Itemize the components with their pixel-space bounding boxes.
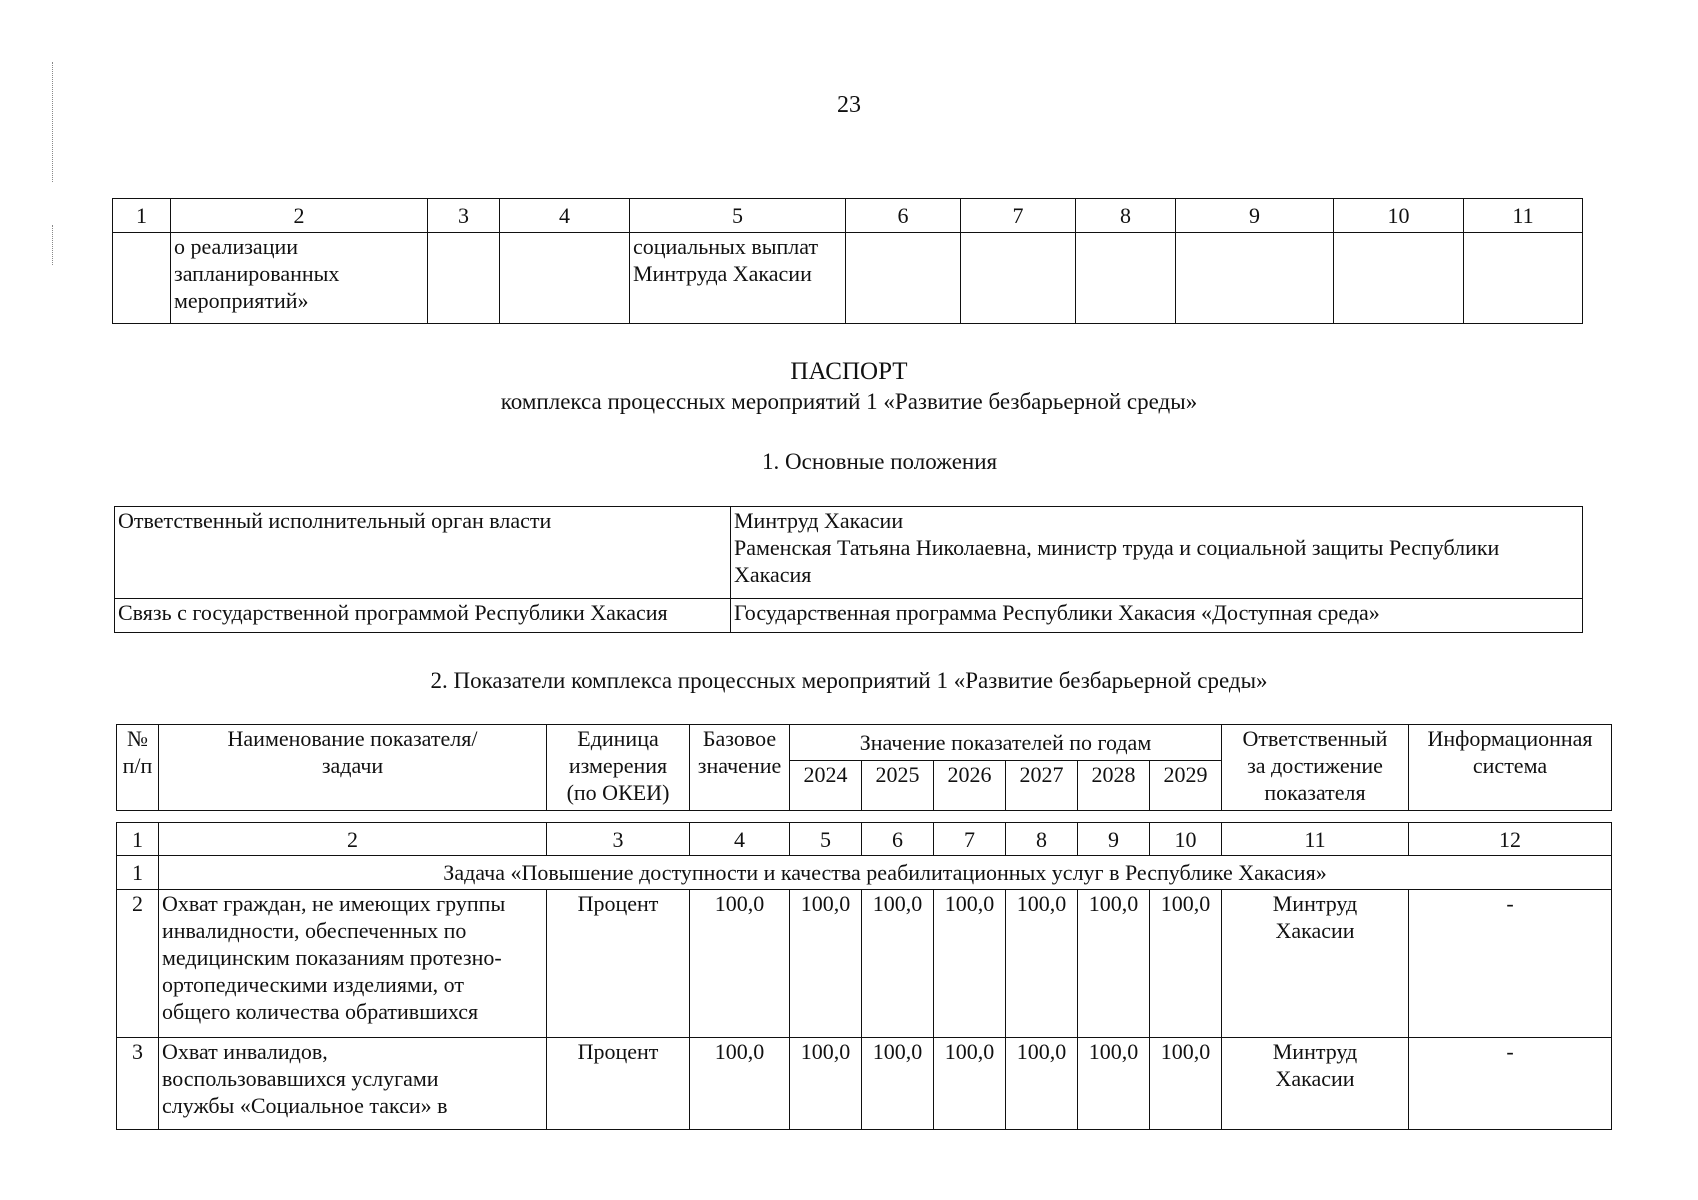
indicator-system: - (1409, 1038, 1612, 1130)
indicator-name: Охват инвалидов, воспользовавшихся услугами службы «Социальное такси» в (159, 1038, 547, 1130)
header-year: 2027 (1006, 761, 1078, 811)
task-row (117, 856, 1612, 890)
provisions-value: Государственная программа Республики Хакасия «Доступная среда» (731, 599, 1583, 633)
col-number: 6 (846, 199, 961, 233)
indicators-header-row (117, 725, 1612, 761)
col-number: 1 (117, 823, 159, 856)
indicator-value: 100,0 (1006, 890, 1078, 1038)
indicator-unit: Процент (547, 1038, 690, 1130)
indicator-value: 100,0 (862, 890, 934, 1038)
col-number: 11 (1464, 199, 1583, 233)
col-number: 10 (1334, 199, 1464, 233)
passport-subtitle: комплекса процессных мероприятий 1 «Развитие безбарьерной среды» (500, 389, 1198, 414)
indicator-value: 100,0 (790, 1038, 862, 1130)
col-number: 4 (690, 823, 790, 856)
col-number: 3 (547, 823, 690, 856)
header-year: 2028 (1078, 761, 1150, 811)
col-number: 12 (1409, 823, 1612, 856)
header-year: 2025 (862, 761, 934, 811)
indicator-value: 100,0 (1078, 1038, 1150, 1130)
col-number: 4 (500, 199, 630, 233)
task-num: 1 (117, 856, 159, 890)
provisions-row (115, 507, 1583, 599)
col-number: 7 (961, 199, 1076, 233)
col-number: 8 (1076, 199, 1176, 233)
header-responsible: Ответственный за достижение показателя (1222, 725, 1409, 811)
indicator-value: 100,0 (1150, 1038, 1222, 1130)
continuation-table (112, 198, 1583, 324)
indicator-responsible: Минтруд Хакасии (1222, 890, 1409, 1038)
row-num: 3 (117, 1038, 159, 1130)
header-years-group: Значение показателей по годам (790, 725, 1222, 761)
header-year: 2029 (1150, 761, 1222, 811)
column-number-row (117, 823, 1612, 856)
col-number: 10 (1150, 823, 1222, 856)
indicator-value: 100,0 (1078, 890, 1150, 1038)
provisions-label: Ответственный исполнительный орган власти (115, 507, 731, 599)
col-number: 1 (113, 199, 171, 233)
col-number: 8 (1006, 823, 1078, 856)
header-num: № п/п (117, 725, 159, 811)
indicator-value: 100,0 (790, 890, 862, 1038)
col-number: 2 (171, 199, 428, 233)
provisions-value: Минтруд Хакасии Раменская Татьяна Николаевна, министр труда и социальной защиты Республики Хакасия (731, 507, 1583, 599)
continuation-row (113, 233, 1583, 324)
header-base: Базовое значение (690, 725, 790, 811)
section1-heading: 1. Основные положения (762, 449, 998, 474)
provisions-row (115, 599, 1583, 633)
header-system: Информационная система (1409, 725, 1612, 811)
indicator-name: Охват граждан, не имеющих группы инвалидности, обеспеченных по медицинским показаниям протезно- ортопедическими изделиями, от общего количества обратившихся (159, 890, 547, 1038)
col-number: 2 (159, 823, 547, 856)
indicators-header-table (116, 724, 1612, 811)
continuation-cell-source: социальных выплат Минтруда Хакасии (630, 233, 846, 324)
header-unit: Единица измерения (по ОКЕИ) (547, 725, 690, 811)
col-number: 3 (428, 199, 500, 233)
header-year: 2024 (790, 761, 862, 811)
indicator-value: 100,0 (934, 890, 1006, 1038)
task-text: Задача «Повышение доступности и качества реабилитационных услуг в Республике Хакасия» (159, 856, 1612, 890)
indicator-system: - (1409, 890, 1612, 1038)
indicators-body-table (116, 822, 1612, 1130)
scan-artifact (52, 62, 53, 182)
provisions-label: Связь с государственной программой Республики Хакасия (115, 599, 731, 633)
col-number: 9 (1176, 199, 1334, 233)
header-name: Наименование показателя/ задачи (159, 725, 547, 811)
section2-heading: 2. Показатели комплекса процессных мероприятий 1 «Развитие безбарьерной среды» (430, 668, 1268, 693)
continuation-cell-name: о реализации запланированных мероприятий» (171, 233, 428, 324)
indicator-row (117, 1038, 1612, 1130)
indicator-value: 100,0 (934, 1038, 1006, 1130)
indicator-value: 100,0 (1006, 1038, 1078, 1130)
col-number: 9 (1078, 823, 1150, 856)
col-number: 7 (934, 823, 1006, 856)
indicator-responsible: Минтруд Хакасии (1222, 1038, 1409, 1130)
col-number: 5 (790, 823, 862, 856)
indicator-unit: Процент (547, 890, 690, 1038)
indicator-base: 100,0 (690, 890, 790, 1038)
indicator-value: 100,0 (1150, 890, 1222, 1038)
indicator-row (117, 890, 1612, 1038)
row-num: 2 (117, 890, 159, 1038)
indicator-base: 100,0 (690, 1038, 790, 1130)
continuation-header-row (113, 199, 1583, 233)
indicator-value: 100,0 (862, 1038, 934, 1130)
col-number: 5 (630, 199, 846, 233)
scan-artifact (52, 225, 53, 265)
col-number: 11 (1222, 823, 1409, 856)
basic-provisions-table (114, 506, 1583, 633)
passport-title: ПАСПОРТ (790, 358, 908, 385)
header-year: 2026 (934, 761, 1006, 811)
page-number: 23 (837, 92, 861, 118)
col-number: 6 (862, 823, 934, 856)
